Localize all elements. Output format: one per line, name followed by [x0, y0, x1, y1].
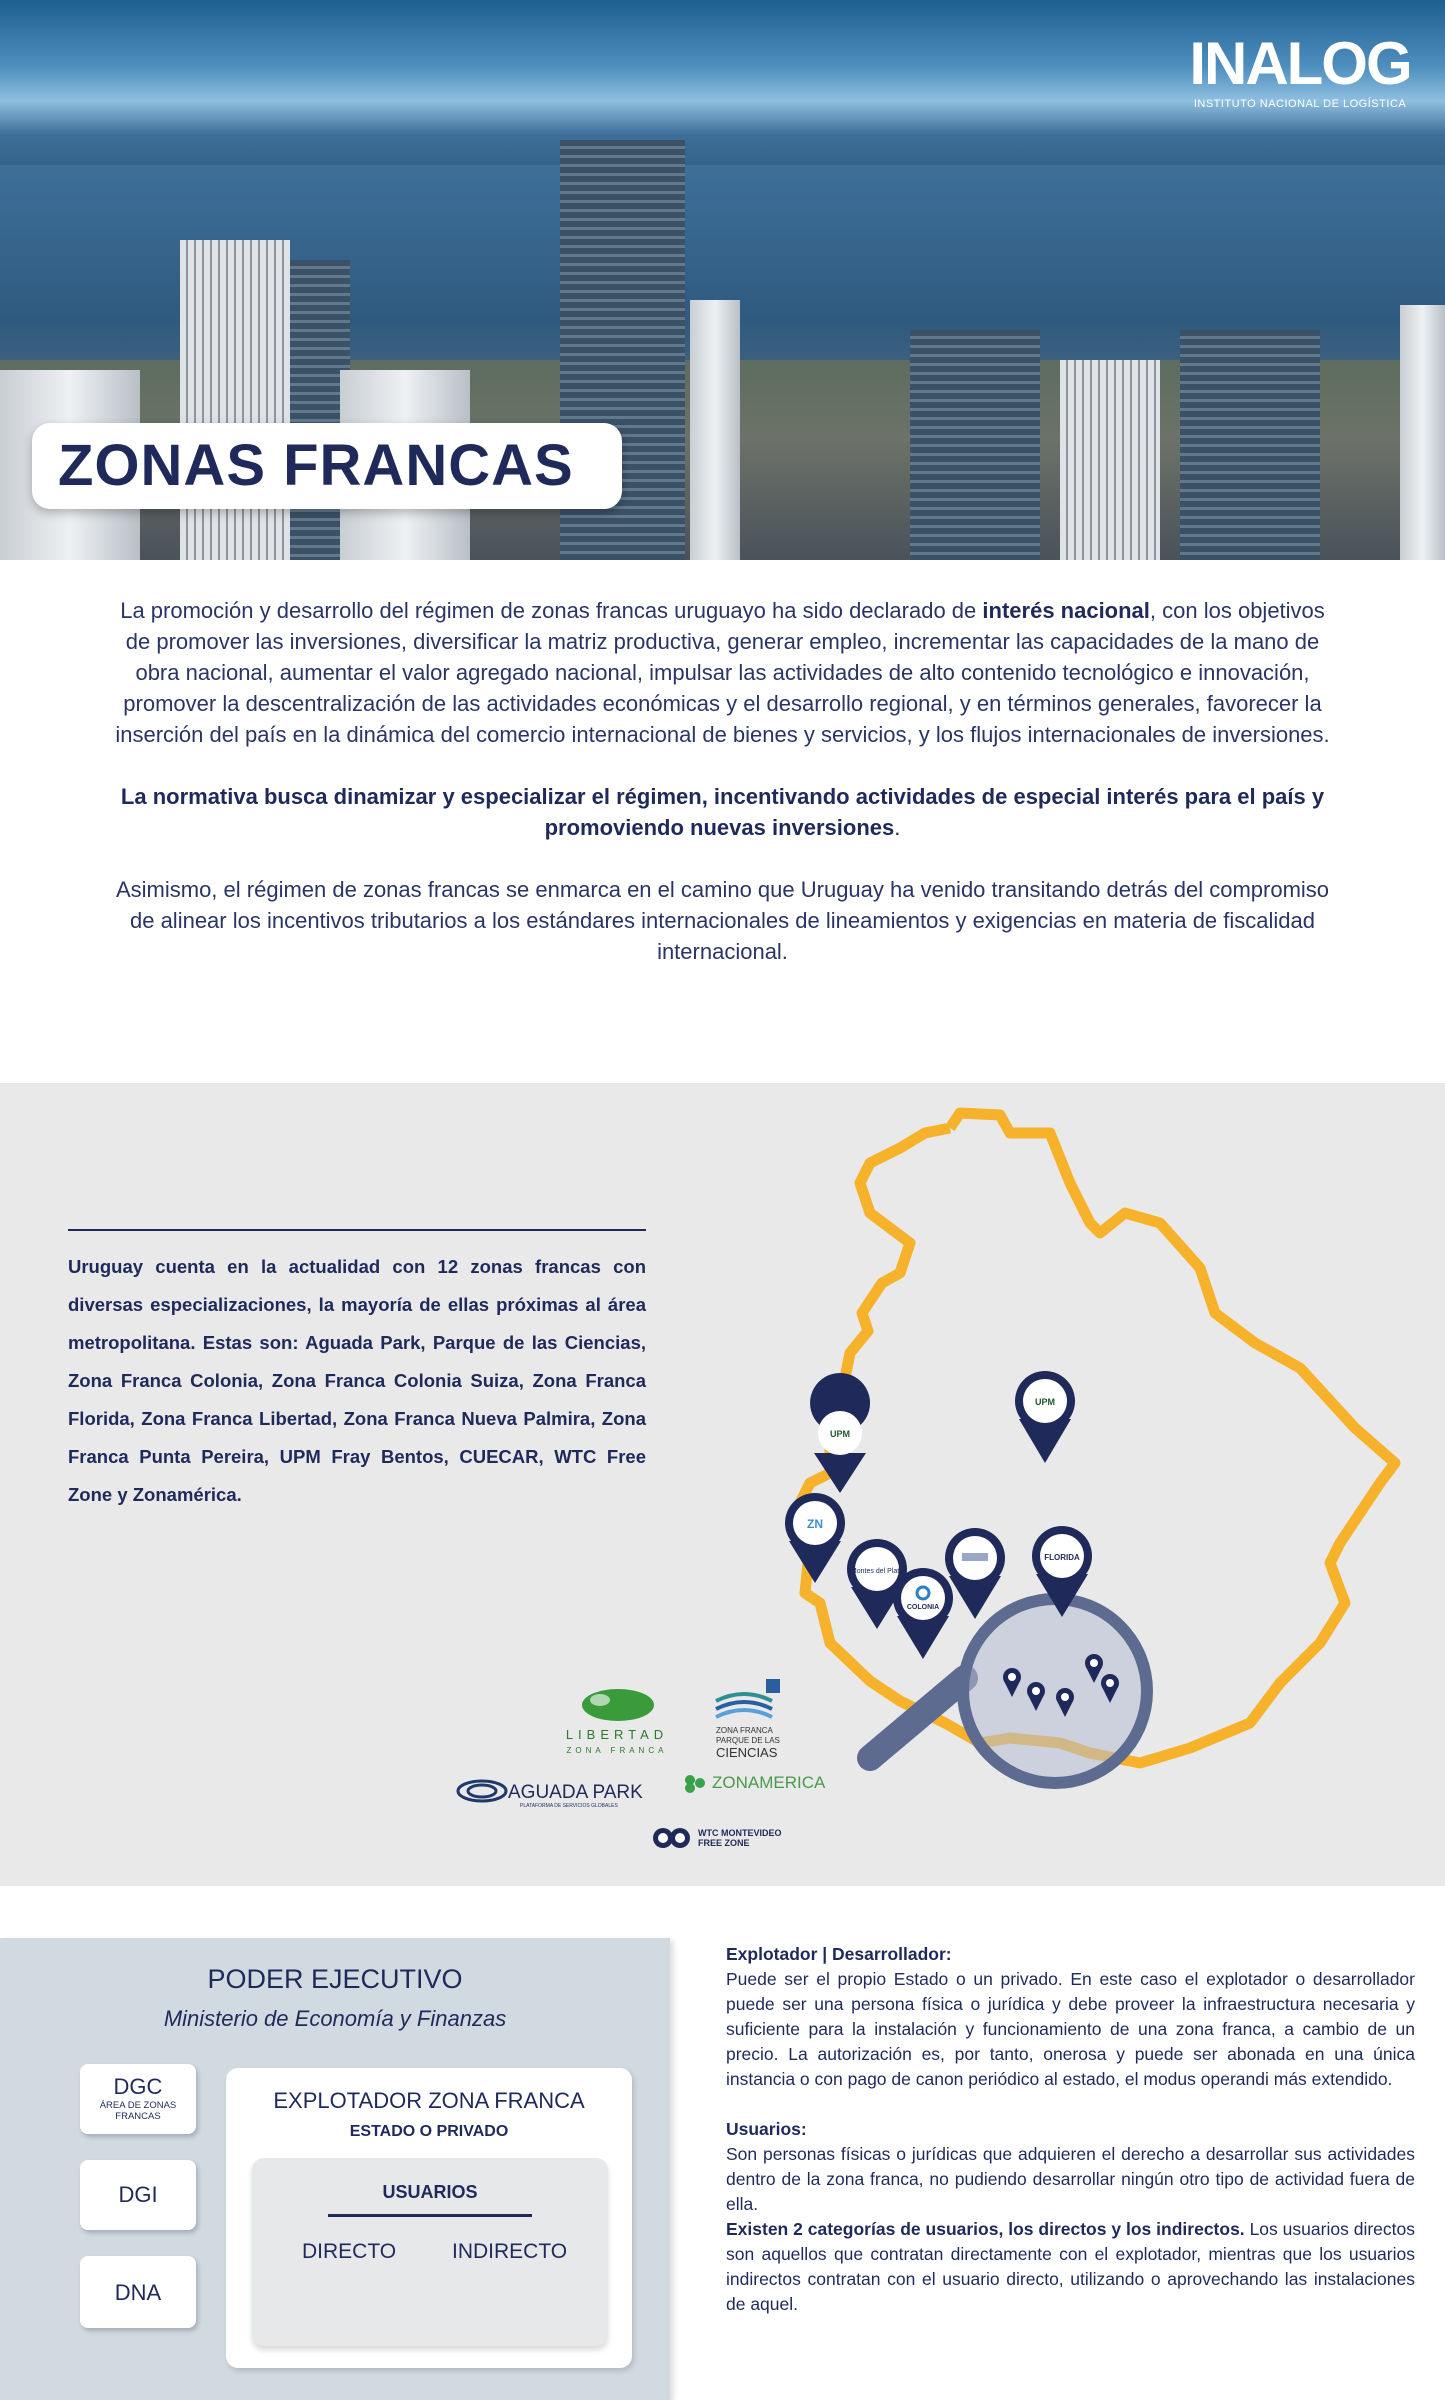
pin-label: UPM — [830, 1429, 850, 1439]
agency-name: DNA — [114, 2280, 162, 2305]
building — [1060, 360, 1160, 560]
wtc-logo — [653, 1828, 782, 1848]
ciencias-line1: ZONA FRANCA — [716, 1726, 773, 1735]
agency-dgc — [80, 2064, 196, 2134]
aguada-name: AGUADA PARK — [508, 1782, 643, 1803]
intro-text: La promoción y desarrollo del régimen de zonas francas uruguayo ha sido declarado de — [120, 598, 983, 623]
intro-emphasis: La normativa busca dinamizar y especializar el régimen, incentivando actividades de especial interés para el país y promoviendo nuevas inversiones — [120, 784, 1325, 840]
pin-label: COLONIA — [906, 1604, 940, 1611]
ciencias-line2: PARQUE DE LAS — [716, 1736, 780, 1745]
libertad-sub: ZONA FRANCA — [566, 1746, 668, 1755]
agency-subtitle: ÁREA DE ZONAS FRANCAS — [99, 2100, 177, 2122]
libertad-name: LIBERTAD — [565, 1727, 669, 1742]
pin-label: FLORIDA — [1044, 1553, 1080, 1562]
pin-nueva-palmira — [785, 1493, 845, 1583]
usuario-indirecto: INDIRECTO — [452, 2240, 568, 2263]
institutional-diagram — [0, 1938, 670, 2400]
page-title: ZONAS FRANCAS — [58, 433, 574, 498]
uruguay-map — [0, 1083, 1445, 1886]
explotador-heading: Explotador | Desarrollador: — [726, 1944, 952, 1964]
building — [910, 330, 1040, 560]
building — [1180, 330, 1320, 560]
aguada-sub: PLATAFORMA DE SERVICIOS GLOBALES — [520, 1803, 618, 1809]
pin-label: ZN — [807, 1517, 823, 1531]
intro-section — [110, 595, 1335, 967]
agency-dna — [80, 2256, 196, 2328]
building — [180, 240, 290, 560]
aguada-park-logo — [458, 1781, 643, 1809]
brand-subtitle: INSTITUTO NACIONAL DE LOGÍSTICA — [1193, 98, 1407, 110]
divider — [328, 2214, 532, 2217]
wtc-line2: FREE ZONE — [698, 1838, 750, 1848]
explotador-box — [226, 2068, 632, 2368]
explotador-subtitle: ESTADO O PRIVADO — [349, 2123, 509, 2140]
usuarios-definition: Son personas físicas o jurídicas que adquieren el derecho a desarrollar sus actividades dentro de la zona franca, no pudiendo desarrollar ningún otro tipo de actividad fuera de ella. — [726, 2144, 1415, 2214]
categories-emphasis: Existen 2 categorías de usuarios, los directos y los indirectos. — [726, 2219, 1245, 2239]
usuarios-heading: Usuarios: — [726, 2119, 807, 2139]
ministerio-subtitle: Ministerio de Economía y Finanzas — [163, 2006, 507, 2031]
usuarios-box — [252, 2158, 608, 2346]
pin-label: UPM — [1035, 1397, 1055, 1407]
zonamerica-name: ZONAMERICA — [712, 1773, 826, 1792]
building — [690, 300, 740, 560]
agency-name: DGI — [118, 2182, 158, 2207]
explotador-definition: Puede ser el propio Estado o un privado. En este caso el explotador o desarrollador puede ser una persona física o jurídica y debe proveer la infraestructura necesaria y suficiente para la instalación y funcionamiento de una zona franca, a cambio de un precio. La autorización es, por tanto, onerosa y puede ser abonada en una única instancia o con pago de canon periódico al estado, el modus operandi más extendido. — [726, 1969, 1415, 2089]
categories-text: Los usuarios directos son aquellos que contratan directamente con el explotador, mientras que los usuarios indirectos contratan con el usuario directo, utilizando o aprovechando las instalaciones de aquel. — [726, 2219, 1415, 2314]
poder-ejecutivo-title: PODER EJECUTIVO — [207, 1964, 463, 1994]
agency-name: DGC — [113, 2074, 163, 2099]
intro-paragraph-3: Asimismo, el régimen de zonas francas se enmarca en el camino que Uruguay ha venido transitando detrás del compromiso de alinear los incentivos tributarios a los estándares internacionales de lineamientos y exigencias en materia de fiscalidad internacional. — [115, 877, 1330, 964]
intro-emphasis: interés nacional — [982, 598, 1150, 623]
hero-banner — [0, 0, 1445, 560]
parque-ciencias-logo — [716, 1679, 780, 1760]
explotador-title: EXPLOTADOR ZONA FRANCA — [273, 2088, 585, 2113]
intro-text: . — [894, 815, 901, 840]
inalog-logo — [1185, 30, 1415, 110]
usuario-directo: DIRECTO — [302, 2240, 397, 2263]
pin-colonia-suiza — [945, 1528, 1005, 1619]
pin-upm-paso-de-los-toros — [1015, 1371, 1075, 1463]
pin-colonia — [893, 1568, 953, 1659]
wtc-line1: WTC MONTEVIDEO — [698, 1828, 782, 1838]
pin-label: Montes del Plata — [850, 1568, 904, 1575]
intro-text: , con los objetivos de promover las inversiones, diversificar la matriz productiva, generar empleo, incrementar las capacidades de la mano de obra nacional, aumentar el valor agregado nacional, impulsar las actividades de alto contenido tecnológico e innovación, promover la descentralización de las actividades económicas y el desarrollo regional, y en términos generales, favorecer la inserción del país en la dinámica del comercio internacional de bienes y servicios, y los flujos internacionales de inversiones. — [115, 598, 1330, 747]
map-section — [0, 1083, 1445, 1886]
ciencias-line3: CIENCIAS — [716, 1745, 778, 1760]
intro-paragraph-1 — [110, 595, 1335, 750]
libertad-logo — [566, 1689, 668, 1755]
zonamerica-logo — [685, 1773, 826, 1793]
building — [1400, 305, 1445, 560]
free-zones-description: Uruguay cuenta en la actualidad con 12 zonas francas con diversas especializaciones, la mayoría de ellas próximas al área metropolitana. Estas son: Aguada Park, Parque de las Ciencias, Zona Franca Colonia, Zona Franca Colonia Suiza, Zona Franca Florida, Zona Franca Libertad, Zona Franca Nueva Palmira, Zona Franca Punta Pereira, UPM Fray Bentos, CUECAR, WTC Free Zone y Zonamérica. — [68, 1256, 646, 1505]
usuarios-categories — [726, 2217, 1415, 2317]
definitions-text — [726, 1942, 1415, 2317]
brand-logo-text: INALOG — [1189, 30, 1411, 97]
hero-title-box — [32, 423, 622, 509]
intro-paragraph-2 — [110, 781, 1335, 843]
usuarios-title: USUARIOS — [382, 2182, 478, 2202]
agency-dgi — [80, 2160, 196, 2230]
